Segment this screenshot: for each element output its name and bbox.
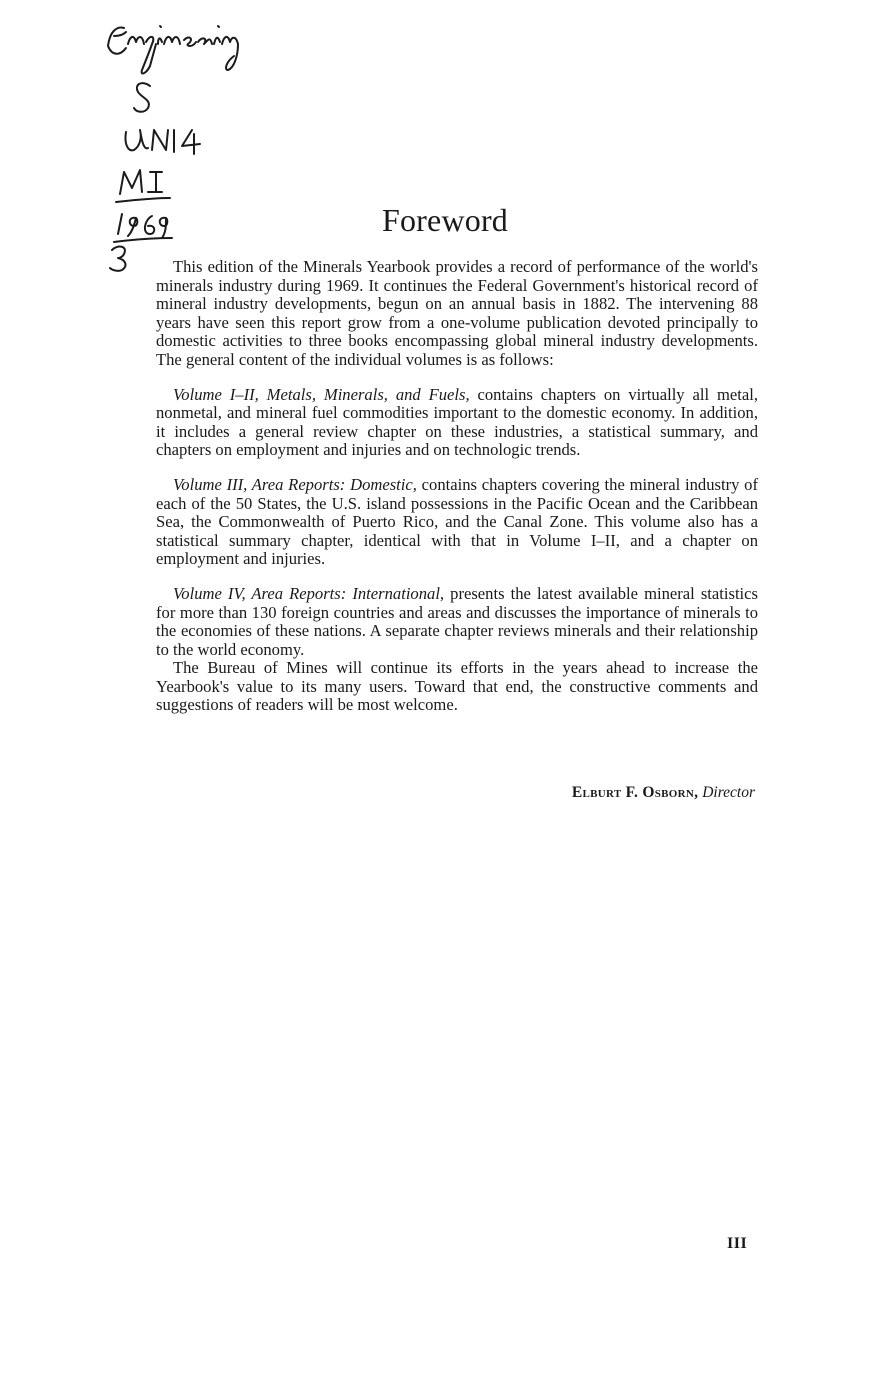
- volume-title: Volume I–II, Metals, Minerals, and Fuels,: [173, 384, 470, 404]
- paragraph-text: contains chapters covering the mineral industry of each of the 50 States, the U.S. island possessions in the Pacific Ocean and the Caribbean Sea, the Commonwealth of Puerto Rico, and the Canal Zone. This volume also has a statistical summary chapter, identical with that in Volume I–II, and a chapter on employment and injuries.: [156, 474, 758, 569]
- foreword-paragraph-volume-1-2: [156, 386, 758, 460]
- signatory-name: Elburt F. Osborn,: [571, 784, 699, 801]
- foreword-paragraph-volume-3: [156, 476, 758, 569]
- page-title: Foreword: [381, 202, 509, 238]
- signatory-role: Director: [702, 784, 755, 801]
- paragraph-text: This edition of the Minerals Yearbook provides a record of performance of the world's minerals industry during 1969. It continues the Federal Government's historical record of mineral industry developments, begun on an annual basis in 1882. The intervening 88 years have seen this report grow from a one-volume publication devoted principally to domestic activities to three books encompassing global mineral industry developments. The general content of the individual volumes is as follows:: [156, 257, 758, 369]
- paragraph-text: presents the latest available mineral statistics for more than 130 foreign countries and areas and discusses the importance of minerals to the economies of these nations. A separate chapter reviews minerals and their relationship to the world economy.: [156, 583, 758, 659]
- paragraph-text: contains chapters on virtually all metal, nonmetal, and mineral fuel commodities important to the domestic economy. In addition, it includes a general review chapter on these industries, a statistical summary, and chapters on employment and injuries and on technologic trends.: [156, 384, 758, 460]
- handwritten-notation-drawing: [100, 12, 250, 272]
- handwritten-library-notation: [100, 12, 250, 272]
- paragraph-text: The Bureau of Mines will continue its efforts in the years ahead to increase the Yearbook's value to its many users. Toward that end, the constructive comments and suggestions of readers will be most welcome.: [156, 658, 758, 715]
- page-number: III: [727, 1235, 748, 1252]
- foreword-body: [156, 258, 758, 715]
- foreword-paragraph-volume-4: [156, 585, 758, 659]
- volume-title: Volume IV, Area Reports: International,: [173, 583, 445, 603]
- volume-title: Volume III, Area Reports: Domestic,: [173, 474, 417, 494]
- foreword-paragraph-intro: [156, 258, 758, 370]
- foreword-paragraph-closing: [156, 659, 758, 715]
- signature-block: [572, 784, 755, 802]
